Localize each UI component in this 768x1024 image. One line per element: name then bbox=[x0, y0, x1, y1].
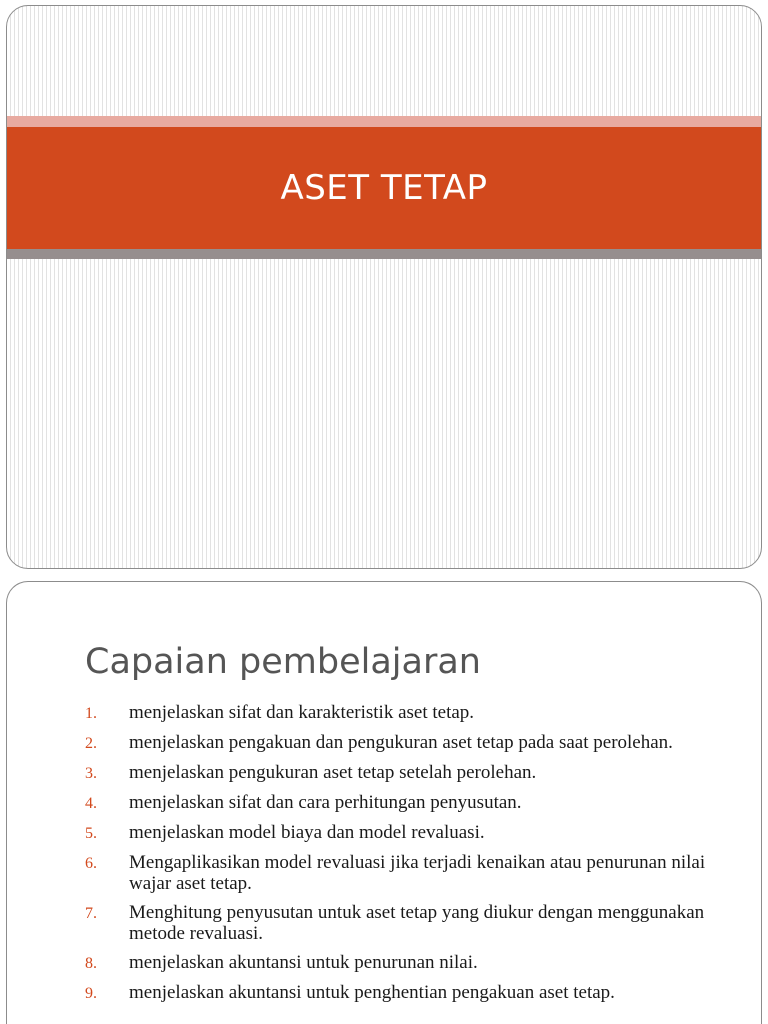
list-item-text: menjelaskan pengakuan dan pengukuran aset tetap pada saat perolehan. bbox=[129, 732, 673, 753]
content-heading: Capaian pembelajaran bbox=[85, 642, 481, 682]
list-item-number: 2. bbox=[85, 735, 97, 752]
slide-title: ASET TETAP bbox=[280, 168, 488, 208]
list-item-number: 5. bbox=[85, 825, 97, 842]
list-item-text: menjelaskan akuntansi untuk penurunan nilai. bbox=[129, 952, 478, 973]
title-band-top-stripe bbox=[7, 116, 761, 127]
list-item-text: Mengaplikasikan model revaluasi jika terjadi kenaikan atau penurunan nilai wajar aset tetap. bbox=[129, 852, 706, 894]
list-item bbox=[85, 762, 735, 784]
list-item bbox=[85, 702, 735, 724]
list-item-text: Menghitung penyusutan untuk aset tetap yang diukur dengan menggunakan metode revaluasi. bbox=[129, 902, 705, 944]
list-item-number: 1. bbox=[85, 705, 97, 722]
list-item-number: 6. bbox=[85, 855, 97, 872]
list-item-number: 3. bbox=[85, 765, 97, 782]
content-slide bbox=[6, 581, 762, 1024]
list-item bbox=[85, 792, 735, 814]
list-item-text: menjelaskan akuntansi untuk penghentian pengakuan aset tetap. bbox=[129, 982, 615, 1003]
list-item bbox=[85, 902, 735, 944]
list-item-number: 8. bbox=[85, 955, 97, 972]
list-item-number: 9. bbox=[85, 985, 97, 1002]
list-item-text: menjelaskan model biaya dan model revaluasi. bbox=[129, 822, 485, 843]
title-band-main bbox=[7, 127, 761, 249]
list-item-text: menjelaskan pengukuran aset tetap setelah perolehan. bbox=[129, 762, 537, 783]
list-item-number: 4. bbox=[85, 795, 97, 812]
list-item-text: menjelaskan sifat dan karakteristik aset tetap. bbox=[129, 702, 475, 723]
learning-outcomes-list bbox=[85, 702, 735, 1012]
list-item bbox=[85, 982, 735, 1004]
list-item bbox=[85, 732, 735, 754]
list-item bbox=[85, 822, 735, 844]
list-item bbox=[85, 852, 735, 894]
list-item-text: menjelaskan sifat dan cara perhitungan penyusutan. bbox=[129, 792, 522, 813]
title-band-bottom-stripe bbox=[7, 249, 761, 259]
title-band bbox=[7, 116, 761, 259]
list-item-number: 7. bbox=[85, 905, 97, 922]
title-slide bbox=[6, 5, 762, 569]
list-item bbox=[85, 952, 735, 974]
